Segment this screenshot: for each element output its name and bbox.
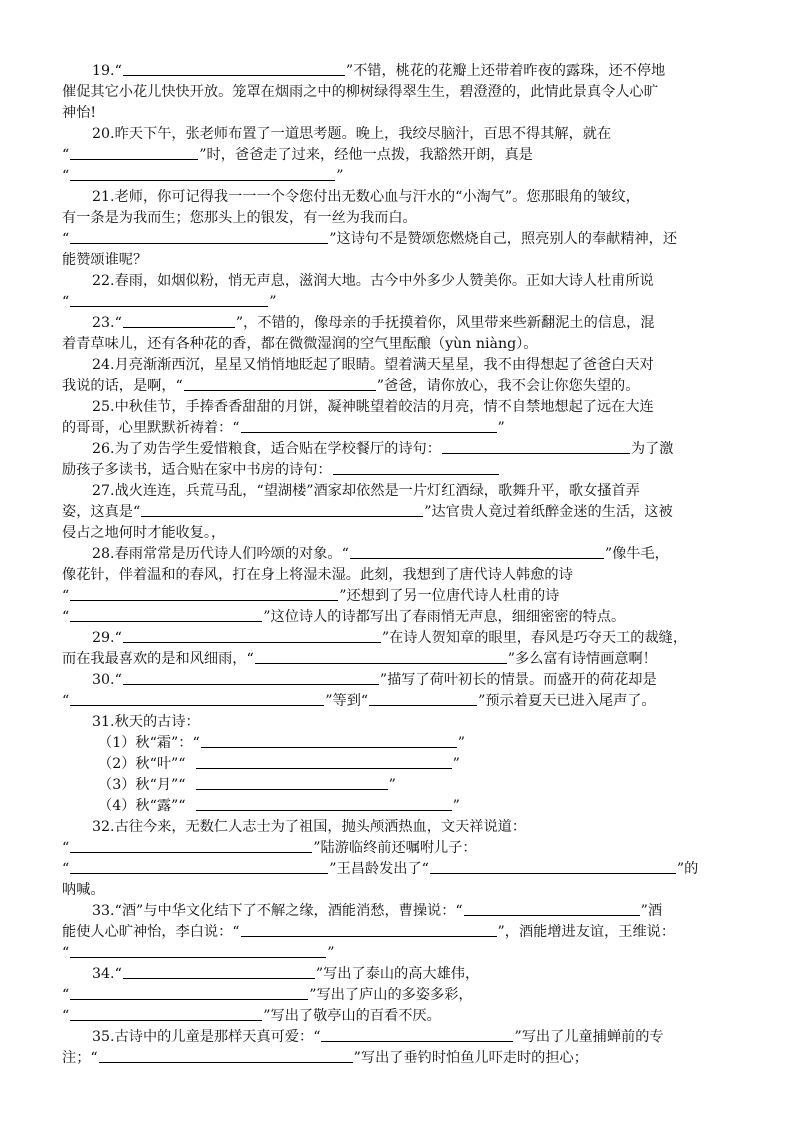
line-text: （4）秋“露”“: [98, 798, 195, 814]
text-line: [62, 460, 500, 480]
answer-blank[interactable]: [123, 313, 235, 328]
line-text: 20.昨天下午，张老师布置了一道思考题。晚上，我绞尽脑汁，百思不得其解，就在: [92, 126, 612, 142]
answer-blank[interactable]: [333, 460, 499, 475]
answer-blank[interactable]: [255, 649, 507, 664]
line-text: ”写出了庐山的多姿多彩，: [309, 987, 473, 1003]
line-text: 30.“: [92, 672, 122, 688]
text-line: [62, 166, 344, 186]
line-text: 25.中秋佳节，手捧香香甜甜的月饼，凝神眺望着皎洁的月亮，情不自禁地想起了远在大连: [92, 399, 654, 415]
text-line: [92, 313, 655, 333]
text-line: [92, 712, 200, 732]
line-text: 励孩子多读书，适合贴在家中书房的诗句：: [62, 462, 332, 478]
text-line: [62, 691, 656, 711]
text-line: [92, 355, 654, 375]
text-line: [62, 943, 335, 963]
line-text: 28.春雨常常是历代诗人们吟颂的对象。“: [92, 546, 349, 562]
line-text: ”不错，桃花的花瓣上还带着昨夜的露珠，还不停地: [345, 63, 666, 79]
text-line: [62, 82, 658, 102]
text-line: [62, 607, 625, 627]
text-line: [92, 271, 654, 291]
answer-blank[interactable]: [196, 754, 452, 769]
line-text: 31.秋天的古诗：: [92, 714, 200, 730]
text-line: [62, 334, 538, 354]
line-text: 能使人心旷神怡，李白说：“: [62, 924, 240, 940]
line-text: 有一条是为我而生；您那头上的银发，有一丝为我而白。: [62, 210, 417, 226]
answer-blank[interactable]: [70, 292, 268, 307]
line-text: 为了激: [630, 441, 674, 457]
line-text: ”: [269, 294, 277, 310]
line-text: 32.古往今来，无数仁人志士为了祖国，抛头颅洒热血，文天祥说道：: [92, 819, 527, 835]
line-text: “: [62, 588, 70, 604]
line-text: ”多么富有诗情画意啊！: [507, 651, 657, 667]
text-line: [62, 376, 639, 396]
line-text: ”像牛毛，: [604, 546, 669, 562]
line-text: 29.“: [92, 630, 122, 646]
line-text: “: [62, 168, 70, 184]
line-text: 而在我最喜欢的是和风细雨，“: [62, 651, 254, 667]
answer-blank[interactable]: [70, 1006, 262, 1021]
answer-blank[interactable]: [196, 775, 388, 790]
line-text: ”等到“: [325, 693, 369, 709]
answer-blank[interactable]: [70, 838, 312, 853]
answer-blank[interactable]: [196, 796, 452, 811]
text-line: [92, 61, 665, 81]
line-text: ”写出了敬亭山的百看不厌。: [263, 1008, 441, 1024]
answer-blank[interactable]: [70, 607, 262, 622]
line-text: “: [62, 693, 70, 709]
answer-blank[interactable]: [70, 985, 308, 1000]
line-text: ”酒: [640, 903, 663, 919]
text-line: [62, 502, 673, 522]
text-line: [62, 586, 559, 606]
line-text: 我说的话，是啊，“: [62, 378, 183, 394]
answer-blank[interactable]: [70, 229, 328, 244]
line-text: ”: [497, 420, 505, 436]
line-text: 22.春雨，如烟似粉，悄无声息，滋润大地。古今中外多少人赞美你。正如大诗人杜甫所说: [92, 273, 654, 289]
answer-blank[interactable]: [442, 439, 630, 454]
line-text: ”: [388, 777, 396, 793]
line-text: 34.“: [92, 966, 122, 982]
line-text: ”这诗句不是赞颂您燃烧自己，照亮别人的奉献精神，还: [329, 231, 678, 247]
answer-blank[interactable]: [70, 691, 324, 706]
answer-blank[interactable]: [123, 628, 381, 643]
line-text: ”: [336, 168, 344, 184]
text-line: [62, 103, 96, 123]
line-text: 能赞颂谁呢？: [62, 252, 148, 268]
line-text: ”: [327, 945, 335, 961]
text-line: [62, 922, 675, 942]
answer-blank[interactable]: [241, 418, 497, 433]
answer-blank[interactable]: [141, 502, 423, 517]
line-text: （1）秋“霜”：“: [98, 735, 200, 751]
text-line: [62, 229, 677, 249]
answer-blank[interactable]: [241, 922, 497, 937]
line-text: 侵占之地何时才能收复。，: [62, 525, 226, 541]
text-line: [62, 418, 505, 438]
text-line: [92, 901, 662, 921]
line-text: “: [62, 231, 70, 247]
text-line: [62, 565, 573, 585]
text-line: [62, 880, 105, 900]
text-line: [62, 145, 533, 165]
line-text: 33.“酒”与中华文化结下了不解之缘，酒能消愁，曹操说：“: [92, 903, 463, 919]
text-line: [92, 439, 673, 459]
text-line: [62, 1048, 588, 1068]
text-line: [62, 985, 473, 1005]
line-text: ”: [452, 756, 460, 772]
line-text: 催促其它小花儿快快开放。笼罩在烟雨之中的柳树绿得翠生生，碧澄澄的，此情此景真令人心旷: [62, 84, 658, 100]
line-text: 23.“: [92, 315, 122, 331]
answer-blank[interactable]: [70, 859, 328, 874]
line-text: ”写出了泰山的高大雄伟，: [315, 966, 480, 982]
answer-blank[interactable]: [201, 733, 457, 748]
line-text: “: [62, 1008, 70, 1024]
answer-blank[interactable]: [123, 964, 315, 979]
text-line: [92, 628, 687, 648]
line-text: “: [62, 861, 70, 877]
text-line: [62, 859, 698, 879]
answer-blank[interactable]: [70, 145, 198, 160]
line-text: 像花针，伴着温和的春风，打在身上将湿未湿。此刻，我想到了唐代诗人韩愈的诗: [62, 567, 573, 583]
answer-blank[interactable]: [70, 586, 338, 601]
line-text: ”爸爸，请你放心，我不会让你您失望的。: [376, 378, 640, 394]
line-text: “: [62, 609, 70, 625]
line-text: “: [62, 294, 70, 310]
answer-blank[interactable]: [464, 901, 640, 916]
answer-blank[interactable]: [70, 943, 326, 958]
line-text: ”写出了垂钓时怕鱼儿吓走时的担心；: [353, 1050, 588, 1066]
line-text: “: [62, 147, 70, 163]
line-text: ”时，爸爸走了过来，经他一点拨，我豁然开朗，真是: [199, 147, 533, 163]
line-text: ”，不错的，像母亲的手抚摸着你，风里带来些新翻泥土的信息，混: [235, 315, 655, 331]
line-text: （2）秋“叶”“: [98, 756, 195, 772]
line-text: ”写出了儿童捕蝉前的专: [514, 1029, 664, 1045]
text-line: [92, 481, 640, 501]
line-text: 的哥哥，心里默默祈祷着：“: [62, 420, 240, 436]
line-text: ”，酒能增进友谊，王维说：: [497, 924, 676, 940]
line-text: ”: [452, 798, 460, 814]
line-text: “: [62, 840, 70, 856]
text-line: [98, 754, 460, 774]
text-line: [98, 775, 396, 795]
text-line: [92, 670, 657, 690]
line-text: ”描写了荷叶初长的情景。而盛开的荷花却是: [379, 672, 657, 688]
answer-blank[interactable]: [70, 166, 335, 181]
line-text: “: [62, 987, 70, 1003]
text-line: [92, 544, 669, 564]
line-text: 26.为了劝告学生爱惜粮食，适合贴在学校餐厅的诗句：: [92, 441, 441, 457]
line-text: ”达官贵人竟过着纸醉金迷的生活，这被: [424, 504, 673, 520]
text-line: [62, 838, 477, 858]
text-line: [92, 124, 611, 144]
line-text: 注；“: [62, 1050, 98, 1066]
text-line: [62, 208, 417, 228]
line-text: ”预示着夏天已进入尾声了。: [478, 693, 656, 709]
text-line: [92, 817, 526, 837]
text-line: [62, 649, 657, 669]
line-text: “: [62, 945, 70, 961]
line-text: 27.战火连连，兵荒马乱，“望湖楼”酒家却依然是一片灯红酒绿，歌舞升平，歌女搔首弄: [92, 483, 640, 499]
text-line: [98, 796, 460, 816]
line-text: 着青草味儿，还有各种花的香，都在微微湿润的空气里酝酿（yùn niàng）。: [62, 336, 538, 352]
text-line: [92, 964, 479, 984]
answer-blank[interactable]: [350, 544, 604, 559]
line-text: ”陆游临终前还嘱咐儿子：: [313, 840, 477, 856]
answer-blank[interactable]: [430, 859, 676, 874]
line-text: ”在诗人贺知章的眼里，春风是巧夺天工的裁缝，: [381, 630, 688, 646]
line-text: 35.古诗中的儿童是那样天真可爱：“: [92, 1029, 321, 1045]
text-line: [92, 1027, 664, 1047]
text-line: [62, 1006, 441, 1026]
text-line: [92, 187, 640, 207]
answer-blank[interactable]: [369, 691, 477, 706]
line-text: 19.“: [92, 63, 122, 79]
line-text: ”: [457, 735, 465, 751]
line-text: ”这位诗人的诗都写出了春雨悄无声息，细细密密的特点。: [263, 609, 626, 625]
line-text: ”还想到了另一位唐代诗人杜甫的诗: [339, 588, 560, 604]
text-line: [62, 292, 277, 312]
answer-blank[interactable]: [321, 1027, 513, 1042]
text-line: [98, 733, 465, 753]
line-text: （3）秋“月”“: [98, 777, 195, 793]
line-text: 24.月亮渐渐西沉，星星又悄悄地眨起了眼睛。望着满天星星，我不由得想起了爸爸白天对: [92, 357, 654, 373]
answer-blank[interactable]: [99, 1048, 353, 1063]
line-text: 21.老师，你可记得我一一一个令您付出无数心血与汗水的“小淘气”。您那眼角的皱纹，: [92, 189, 640, 205]
line-text: ”王昌龄发出了“: [329, 861, 429, 877]
line-text: ”的: [676, 861, 699, 877]
line-text: 呐喊。: [62, 882, 105, 898]
text-line: [62, 250, 147, 270]
answer-blank[interactable]: [184, 376, 376, 391]
line-text: 神怡!: [62, 105, 97, 121]
line-text: 姿，这真是“: [62, 504, 141, 520]
answer-blank[interactable]: [123, 670, 379, 685]
text-line: [62, 523, 225, 543]
answer-blank[interactable]: [123, 61, 345, 76]
text-line: [92, 397, 654, 417]
